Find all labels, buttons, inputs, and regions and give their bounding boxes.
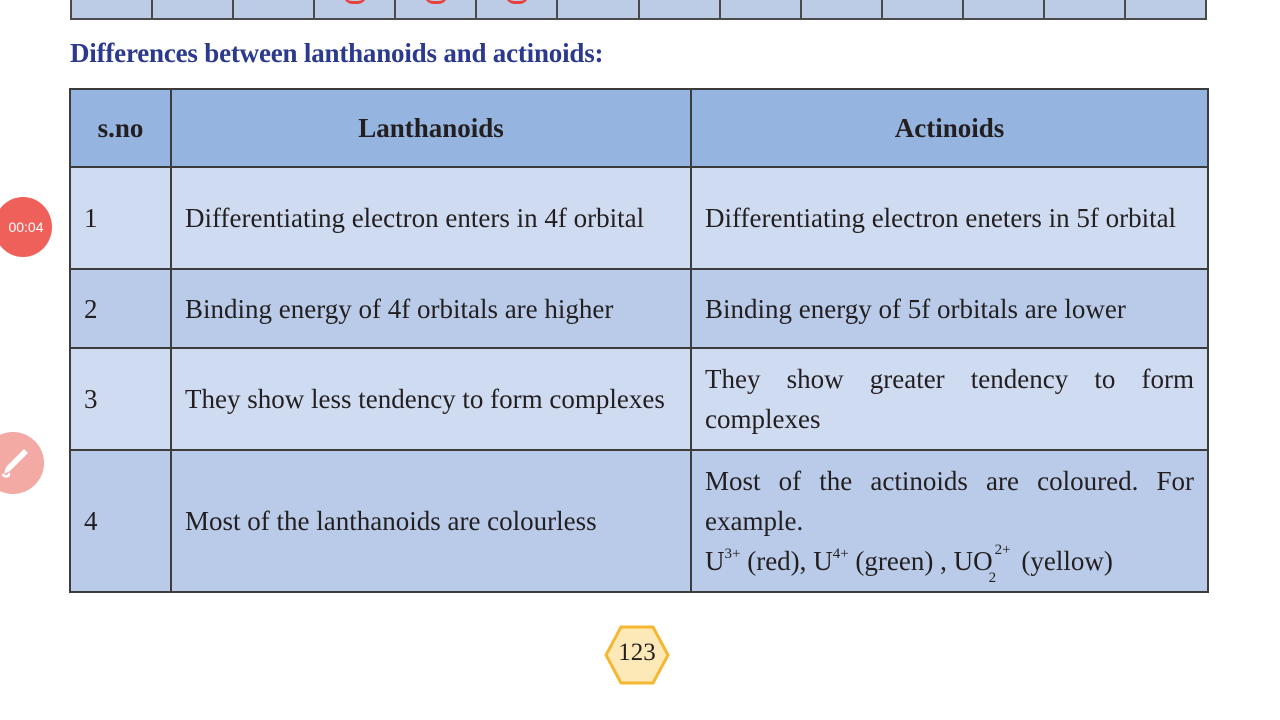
cell-sno: 2 [70, 269, 171, 348]
table-header-row [70, 89, 1208, 167]
cell-lanthanoids: They show less tendency to form complexes [171, 348, 691, 450]
red-mark [505, 0, 529, 4]
column-header-lanthanoids: Lanthanoids [171, 89, 691, 167]
chemical-formula-line: $U^{3+}$ (red), $U^{4+}$ (green) , UO 2+ 2 (yellow) [705, 542, 1113, 586]
pen-tool-button[interactable] [0, 432, 44, 494]
page-number-badge [604, 625, 670, 685]
cell-actinoids [691, 450, 1208, 592]
cell-actinoids: Differentiating electron eneters in 5f orbital [691, 167, 1208, 269]
cell-actinoids: They show greater tendency to form complexes [691, 348, 1208, 450]
cell-sno: 1 [70, 167, 171, 269]
table-row [70, 348, 1208, 450]
red-mark [343, 0, 367, 4]
cell-lanthanoids: Binding energy of 4f orbitals are higher [171, 269, 691, 348]
red-mark [424, 0, 448, 4]
section-heading: Differences between lanthanoids and actinoids: [70, 38, 604, 68]
cell-sno: 4 [70, 450, 171, 592]
cell-sno: 3 [70, 348, 171, 450]
table-row [70, 450, 1208, 592]
cell-lanthanoids: Most of the lanthanoids are colourless [171, 450, 691, 592]
comparison-table [69, 88, 1209, 593]
cell-actinoids: Binding energy of 5f orbitals are lower [691, 269, 1208, 348]
table-row [70, 167, 1208, 269]
column-header-sno: s.no [70, 89, 171, 167]
cell-lanthanoids: Differentiating electron enters in 4f orbital [171, 167, 691, 269]
recording-timer[interactable]: 00:04 [0, 197, 52, 257]
table-row [70, 269, 1208, 348]
pen-icon [0, 446, 30, 480]
column-header-actinoids: Actinoids [691, 89, 1208, 167]
page-number: 123 [618, 639, 656, 666]
previous-table-fragment [70, 0, 1207, 20]
actinoids-color-text: Most of the actinoids are coloured. For example. [705, 466, 1194, 536]
